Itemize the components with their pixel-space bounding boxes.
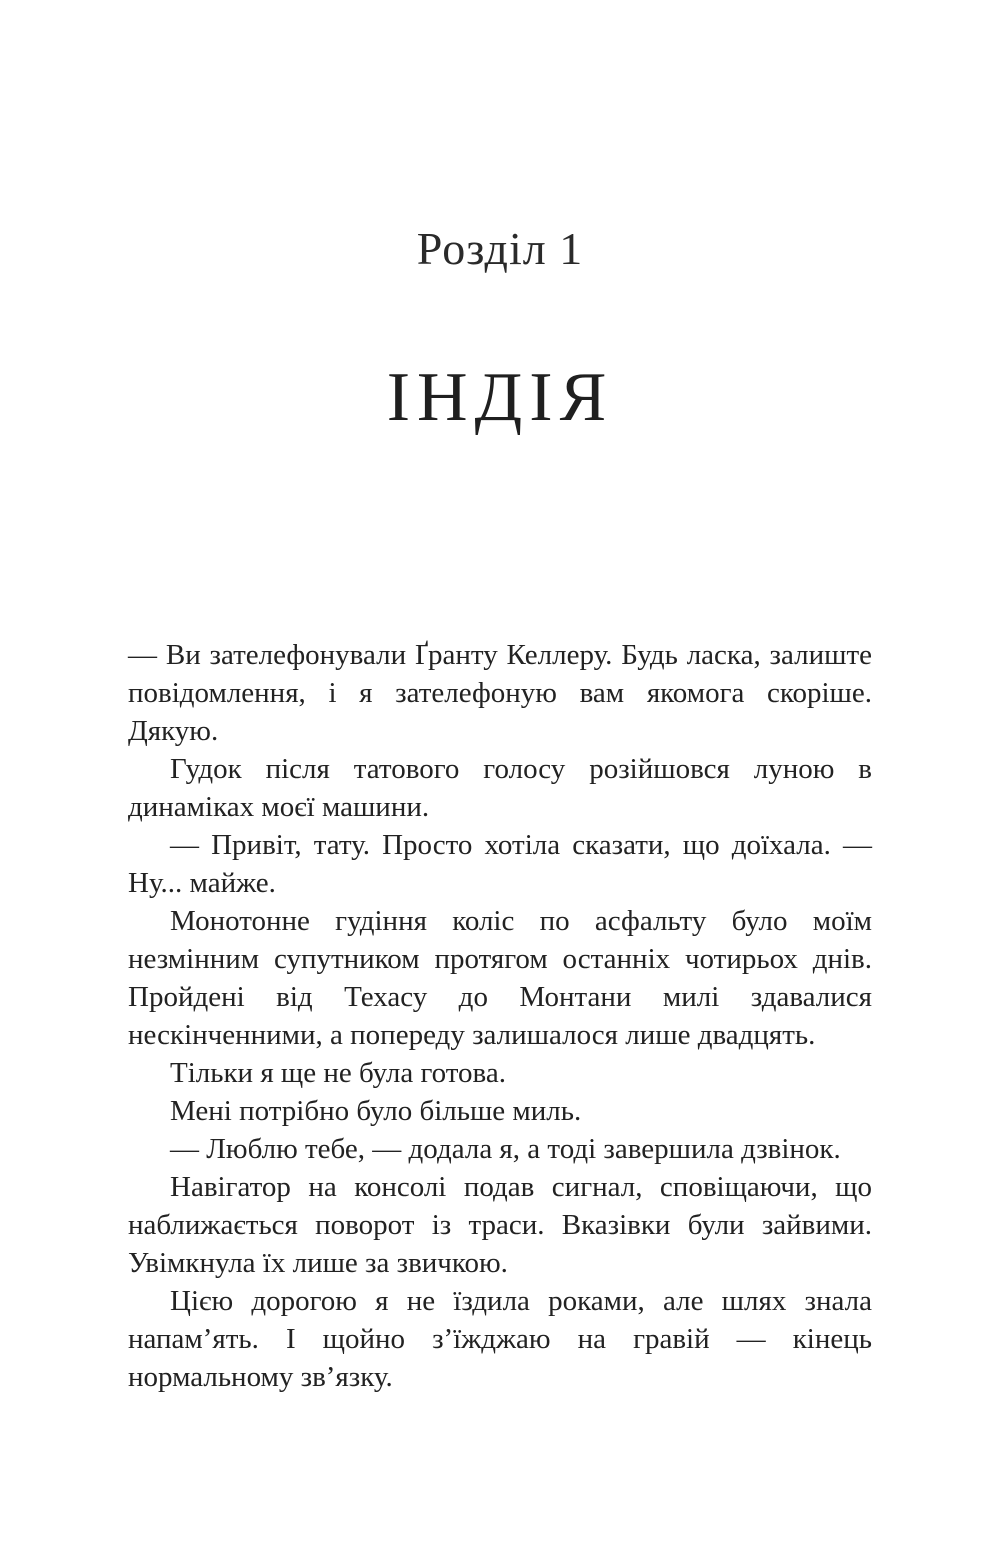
body-text-block	[128, 636, 872, 1396]
paragraph: Мені потрібно було більше миль.	[170, 1095, 582, 1127]
paragraph: Цією дорогою я не їздила роками, але шлях знала напам’ять. І щойно з’їжджаю на гравій — кінець нормальному зв’язку.	[128, 1285, 872, 1393]
paragraph: — Люблю тебе, — додала я, а тоді завершила дзвінок.	[170, 1133, 841, 1165]
paragraph: Навігатор на консолі подав сигнал, сповіщаючи, що наближається поворот із траси. Вказівки були зайвими. Увімкнула їх лише за звичкою.	[128, 1171, 872, 1279]
paragraph: — Ви зателефонували Ґранту Келлеру. Будь ласка, залиште повідомлення, і я зателефоную вам якомога скоріше. Дякую.	[128, 639, 872, 747]
chapter-heading: Розділ 1	[416, 223, 584, 274]
paragraph: Тільки я ще не була готова.	[170, 1057, 506, 1089]
chapter-title: ІНДІЯ	[386, 359, 614, 436]
paragraph: Монотонне гудіння коліс по асфальту було моїм незмінним супутником протягом останніх чотирьох днів. Пройдені від Техасу до Монтани милі здавалися нескінченними, а попереду залишалося лише двадцять.	[128, 905, 872, 1051]
paragraph: — Привіт, тату. Просто хотіла сказати, що доїхала. — Ну... майже.	[128, 829, 872, 899]
paragraph: Гудок після татового голосу розійшовся луною в динаміках моєї машини.	[128, 753, 872, 823]
